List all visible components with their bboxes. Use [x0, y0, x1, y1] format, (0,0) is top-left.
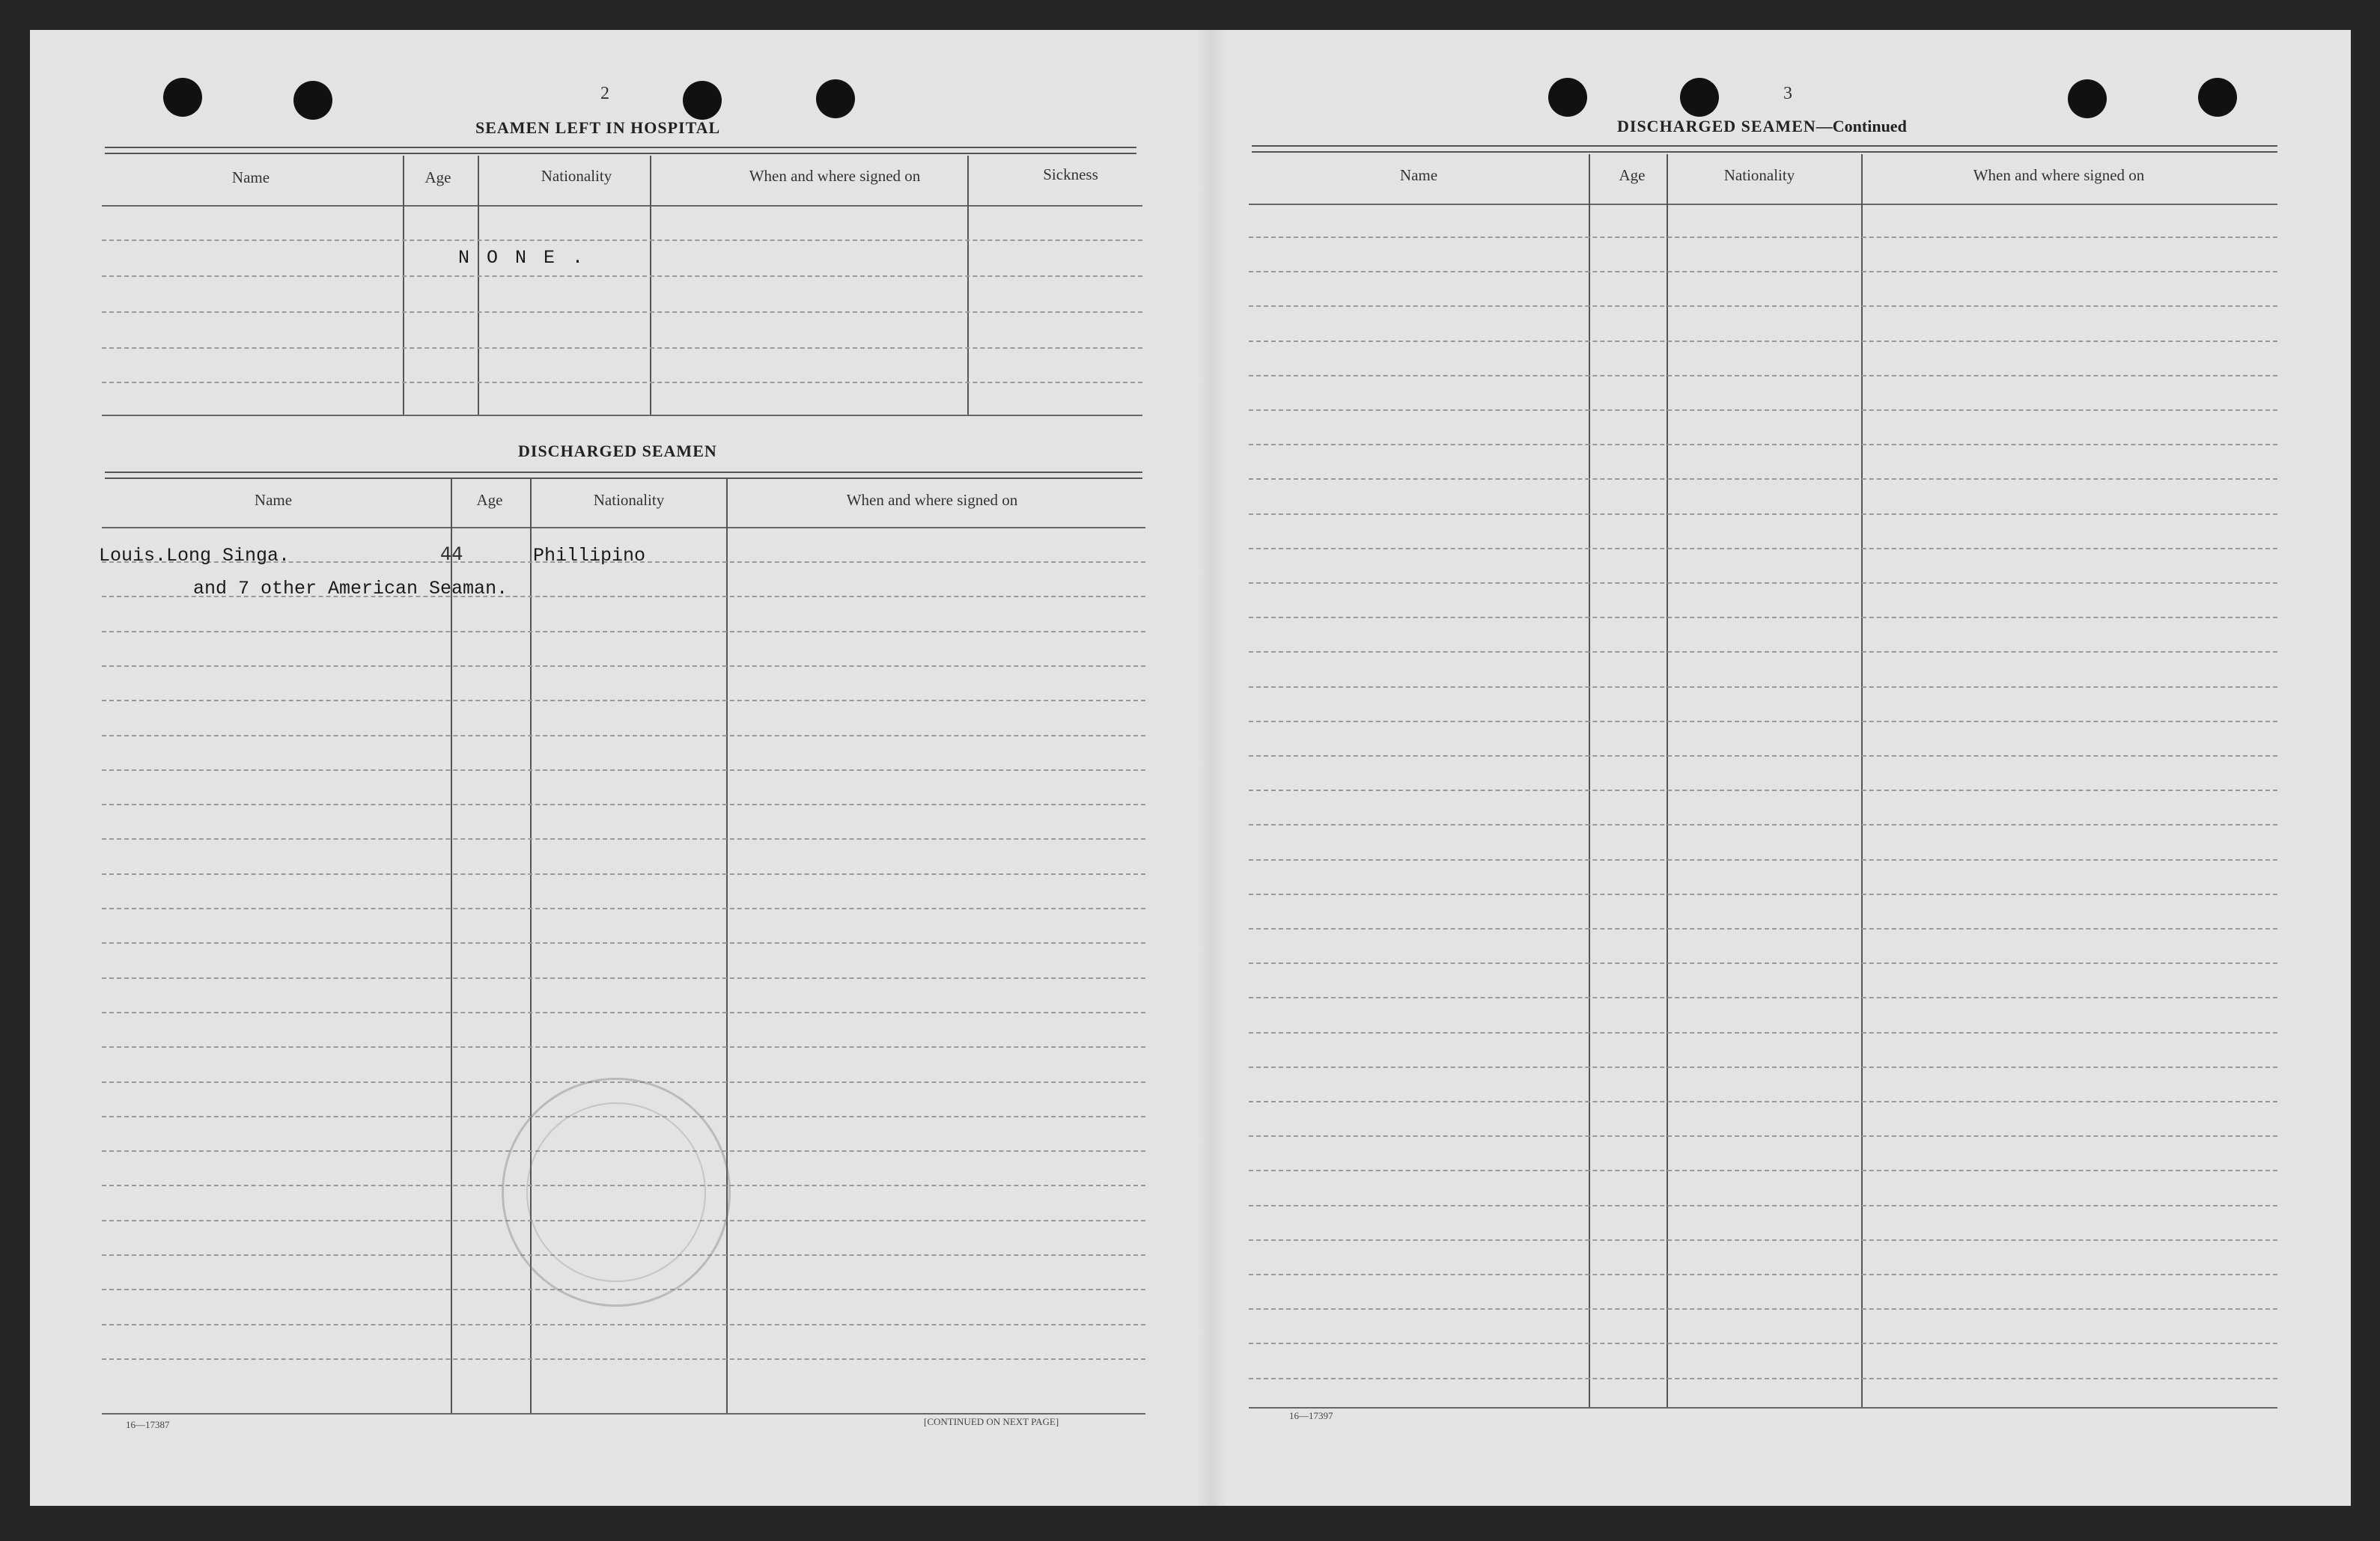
punch-hole [1680, 78, 1719, 117]
center-fold [1196, 30, 1226, 1506]
hospital-section-title: SEAMEN LEFT IN HOSPITAL [475, 118, 721, 137]
right-col-nationality: Nationality [1723, 166, 1795, 184]
discharged-col-age: Age [476, 491, 503, 509]
right-col-name: Name [1399, 166, 1438, 184]
discharged-section-title: DISCHARGED SEAMEN [518, 442, 717, 460]
discharged-row-line [102, 908, 1145, 909]
discharged-col-signed-on: When and where signed on [846, 491, 1018, 509]
continued-row-line [1249, 548, 2277, 549]
page-number-left: 2 [600, 84, 609, 103]
discharged-row-line [102, 769, 1145, 771]
continued-row-line [1249, 444, 2277, 445]
continued-row-line [1249, 237, 2277, 238]
continued-row-line [1249, 617, 2277, 618]
continued-row-line [1249, 409, 2277, 411]
continued-row-line [1249, 1274, 2277, 1275]
punch-hole [293, 81, 332, 120]
hospital-col-divider [650, 156, 651, 416]
discharged-row-line [102, 942, 1145, 944]
continued-row-line [1249, 894, 2277, 895]
hospital-col-name: Name [231, 168, 270, 186]
right-col-divider [1861, 154, 1863, 1409]
discharged-col-divider [530, 479, 532, 1415]
continued-row-line [1249, 513, 2277, 515]
discharged-row-line [102, 1358, 1145, 1360]
hospital-header-rule [102, 205, 1142, 207]
document-sheet [30, 30, 2351, 1506]
continued-row-line [1249, 790, 2277, 791]
right-col-divider [1589, 154, 1590, 1409]
continued-row-line [1249, 478, 2277, 480]
punch-hole [816, 79, 855, 118]
hospital-row-line [102, 347, 1142, 349]
discharged-title-rule [105, 472, 1142, 479]
punch-hole [2198, 78, 2237, 117]
continued-row-line [1249, 928, 2277, 930]
discharged-row-line [102, 977, 1145, 979]
discharged-row-line [102, 1012, 1145, 1013]
page-number-right: 3 [1783, 84, 1792, 103]
faded-seal-stamp [502, 1078, 731, 1307]
form-number-right: 16—17397 [1289, 1410, 1333, 1421]
continued-row-line [1249, 271, 2277, 272]
continued-row-line [1249, 651, 2277, 653]
punch-hole [163, 78, 202, 117]
discharged-col-nationality: Nationality [593, 491, 665, 509]
continued-row-line [1249, 824, 2277, 826]
continued-row-line [1249, 341, 2277, 342]
hospital-col-nationality: Nationality [541, 167, 612, 185]
continued-row-line [1249, 1067, 2277, 1068]
hospital-col-age: Age [424, 168, 451, 186]
discharged-row-line-bottom [102, 1413, 1145, 1415]
continued-row-line [1249, 1343, 2277, 1344]
continued-row-line [1249, 997, 2277, 998]
hospital-col-divider [967, 156, 969, 416]
continued-row-line [1249, 686, 2277, 688]
continued-row-line [1249, 1239, 2277, 1241]
discharged-row-line [102, 700, 1145, 701]
discharged-row-line [102, 665, 1145, 667]
continued-row-line [1249, 1032, 2277, 1034]
hospital-col-divider [403, 156, 404, 416]
right-header-rule [1249, 204, 2277, 205]
discharged-row-line [102, 804, 1145, 805]
discharged-row-name: Louis.Long Singa. [99, 545, 290, 567]
hospital-row-line [102, 311, 1142, 313]
punch-hole [1548, 78, 1587, 117]
hospital-bottom-rule [102, 415, 1142, 416]
continued-row-line [1249, 755, 2277, 757]
continued-section-title [1617, 117, 1907, 136]
right-col-divider [1667, 154, 1668, 1409]
discharged-col-name: Name [254, 491, 293, 509]
continued-note: [CONTINUED ON NEXT PAGE] [924, 1416, 1059, 1427]
discharged-row-nationality: Phillipino [533, 545, 646, 567]
discharged-row-note: and 7 other American Seaman. [193, 578, 508, 599]
discharged-col-divider [726, 479, 728, 1415]
continued-row-line [1249, 1135, 2277, 1137]
hospital-col-signed-on: When and where signed on [749, 167, 921, 185]
continued-row-line [1249, 1378, 2277, 1379]
discharged-header-rule [102, 527, 1145, 528]
continued-title-text: DISCHARGED SEAMEN [1617, 117, 1816, 135]
hospital-col-sickness: Sickness [1043, 165, 1098, 183]
hospital-row-line [102, 239, 1142, 241]
discharged-row-line [102, 735, 1145, 736]
discharged-col-divider [451, 479, 452, 1415]
punch-hole [2068, 79, 2107, 118]
punch-hole [683, 81, 722, 120]
discharged-row-line [102, 838, 1145, 840]
continued-row-line [1249, 859, 2277, 861]
hospital-row-line [102, 382, 1142, 383]
hospital-row-line [102, 275, 1142, 277]
continued-row-line-bottom [1249, 1407, 2277, 1409]
continued-row-line [1249, 582, 2277, 584]
right-col-signed-on: When and where signed on [1973, 166, 2145, 184]
continued-row-line [1249, 305, 2277, 307]
form-number-left: 16—17387 [126, 1419, 170, 1430]
hospital-none-entry: N O N E . [458, 247, 587, 269]
continued-row-line [1249, 1308, 2277, 1310]
discharged-row-age: 44 [440, 543, 463, 564]
continued-row-line [1249, 1101, 2277, 1102]
hospital-title-rule [105, 147, 1136, 154]
discharged-row-line [102, 1324, 1145, 1325]
discharged-row-line [102, 631, 1145, 632]
continued-row-line [1249, 1205, 2277, 1206]
continued-row-line [1249, 1170, 2277, 1171]
right-col-age: Age [1619, 166, 1646, 184]
continued-row-line [1249, 721, 2277, 722]
right-title-rule [1252, 145, 2277, 153]
hospital-col-divider [478, 156, 479, 416]
continued-row-line [1249, 962, 2277, 964]
discharged-row-line [102, 873, 1145, 875]
continued-title-suffix: —Continued [1816, 117, 1907, 135]
continued-row-line [1249, 375, 2277, 376]
discharged-row-line [102, 1046, 1145, 1048]
